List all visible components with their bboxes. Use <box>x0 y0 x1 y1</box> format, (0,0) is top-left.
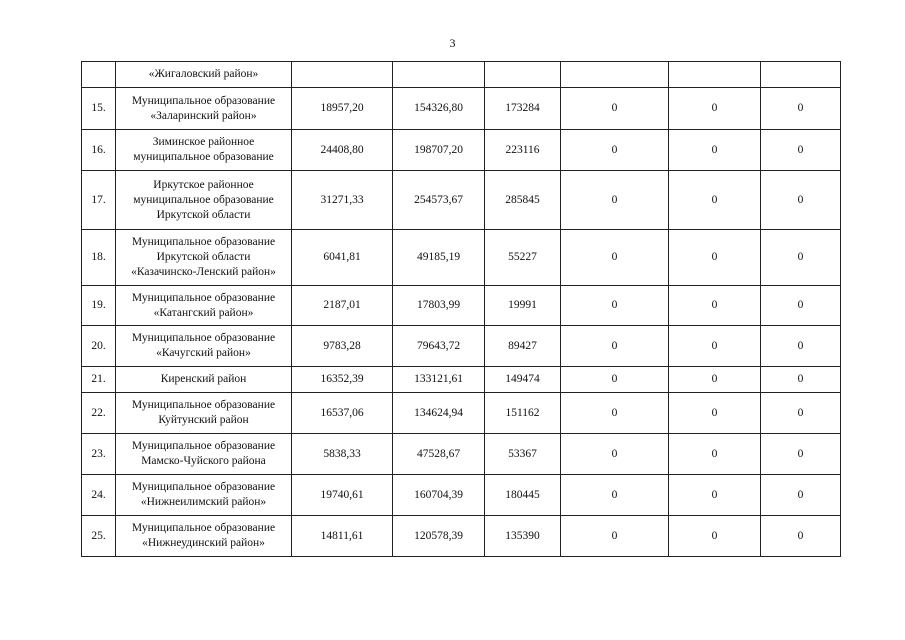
table-row <box>82 88 841 130</box>
municipality-name: Иркутское районное муниципальное образование Иркутской области <box>116 171 292 230</box>
value-cell: 0 <box>761 230 841 286</box>
municipality-name: Муниципальное образование Иркутской области «Казачинско-Ленский район» <box>116 230 292 286</box>
row-number: 24. <box>82 475 116 516</box>
value-cell: 0 <box>561 516 669 557</box>
value-cell <box>561 62 669 88</box>
municipality-name: «Жигаловский район» <box>116 62 292 88</box>
municipality-name: Муниципальное образование «Качугский район» <box>116 326 292 367</box>
value-cell: 0 <box>561 326 669 367</box>
value-cell: 151162 <box>485 393 561 434</box>
municipality-name: Муниципальное образование «Заларинский район» <box>116 88 292 130</box>
value-cell: 0 <box>761 171 841 230</box>
value-cell: 0 <box>761 88 841 130</box>
value-cell: 0 <box>761 434 841 475</box>
value-cell: 0 <box>761 130 841 171</box>
value-cell: 0 <box>761 475 841 516</box>
table-row <box>82 62 841 88</box>
value-cell: 149474 <box>485 367 561 393</box>
value-cell: 79643,72 <box>393 326 485 367</box>
value-cell: 0 <box>669 326 761 367</box>
value-cell <box>669 62 761 88</box>
value-cell: 160704,39 <box>393 475 485 516</box>
value-cell: 0 <box>561 434 669 475</box>
table-row <box>82 393 841 434</box>
value-cell: 0 <box>761 393 841 434</box>
value-cell: 16537,06 <box>292 393 393 434</box>
row-number: 19. <box>82 286 116 326</box>
value-cell: 47528,67 <box>393 434 485 475</box>
value-cell: 5838,33 <box>292 434 393 475</box>
value-cell <box>761 62 841 88</box>
table-row <box>82 326 841 367</box>
value-cell: 0 <box>669 516 761 557</box>
value-cell: 120578,39 <box>393 516 485 557</box>
value-cell: 254573,67 <box>393 171 485 230</box>
value-cell: 0 <box>669 286 761 326</box>
value-cell: 133121,61 <box>393 367 485 393</box>
value-cell: 0 <box>561 130 669 171</box>
value-cell: 53367 <box>485 434 561 475</box>
value-cell: 89427 <box>485 326 561 367</box>
value-cell: 0 <box>561 171 669 230</box>
value-cell: 0 <box>669 367 761 393</box>
municipality-name: Муниципальное образование Куйтунский район <box>116 393 292 434</box>
municipality-name: Киренский район <box>116 367 292 393</box>
value-cell: 0 <box>561 393 669 434</box>
municipality-name: Муниципальное образование Мамско-Чуйского района <box>116 434 292 475</box>
value-cell: 24408,80 <box>292 130 393 171</box>
value-cell: 0 <box>761 286 841 326</box>
value-cell: 173284 <box>485 88 561 130</box>
table-row <box>82 230 841 286</box>
page-number: 3 <box>449 36 456 50</box>
value-cell: 0 <box>669 171 761 230</box>
table-row <box>82 434 841 475</box>
value-cell: 223116 <box>485 130 561 171</box>
value-cell: 0 <box>669 88 761 130</box>
value-cell: 0 <box>561 230 669 286</box>
row-number: 21. <box>82 367 116 393</box>
row-number: 17. <box>82 171 116 230</box>
value-cell: 19991 <box>485 286 561 326</box>
value-cell: 154326,80 <box>393 88 485 130</box>
value-cell: 0 <box>669 130 761 171</box>
value-cell: 0 <box>761 326 841 367</box>
row-number: 20. <box>82 326 116 367</box>
value-cell: 0 <box>561 286 669 326</box>
row-number: 23. <box>82 434 116 475</box>
value-cell: 31271,33 <box>292 171 393 230</box>
table-row <box>82 475 841 516</box>
value-cell: 0 <box>669 230 761 286</box>
budget-table <box>81 61 841 557</box>
value-cell: 9783,28 <box>292 326 393 367</box>
value-cell: 0 <box>669 393 761 434</box>
municipality-name: Муниципальное образование «Нижнеудинский район» <box>116 516 292 557</box>
value-cell: 19740,61 <box>292 475 393 516</box>
value-cell: 2187,01 <box>292 286 393 326</box>
table-row <box>82 130 841 171</box>
value-cell: 18957,20 <box>292 88 393 130</box>
value-cell: 285845 <box>485 171 561 230</box>
municipality-name: Зиминское районное муниципальное образование <box>116 130 292 171</box>
value-cell: 0 <box>761 367 841 393</box>
row-number: 16. <box>82 130 116 171</box>
value-cell: 0 <box>561 475 669 516</box>
table-row <box>82 516 841 557</box>
row-number: 22. <box>82 393 116 434</box>
value-cell: 14811,61 <box>292 516 393 557</box>
value-cell: 55227 <box>485 230 561 286</box>
value-cell: 16352,39 <box>292 367 393 393</box>
municipality-name: Муниципальное образование «Катангский район» <box>116 286 292 326</box>
value-cell: 134624,94 <box>393 393 485 434</box>
value-cell: 17803,99 <box>393 286 485 326</box>
value-cell: 0 <box>669 475 761 516</box>
value-cell <box>485 62 561 88</box>
row-number: 18. <box>82 230 116 286</box>
value-cell: 180445 <box>485 475 561 516</box>
value-cell: 0 <box>761 516 841 557</box>
value-cell <box>292 62 393 88</box>
row-number: 25. <box>82 516 116 557</box>
municipality-name: Муниципальное образование «Нижнеилимский район» <box>116 475 292 516</box>
row-number: 15. <box>82 88 116 130</box>
value-cell: 135390 <box>485 516 561 557</box>
value-cell: 0 <box>669 434 761 475</box>
table-row <box>82 286 841 326</box>
table-row <box>82 171 841 230</box>
table-row <box>82 367 841 393</box>
value-cell: 0 <box>561 367 669 393</box>
value-cell: 0 <box>561 88 669 130</box>
value-cell <box>393 62 485 88</box>
row-number <box>82 62 116 88</box>
value-cell: 6041,81 <box>292 230 393 286</box>
value-cell: 49185,19 <box>393 230 485 286</box>
value-cell: 198707,20 <box>393 130 485 171</box>
